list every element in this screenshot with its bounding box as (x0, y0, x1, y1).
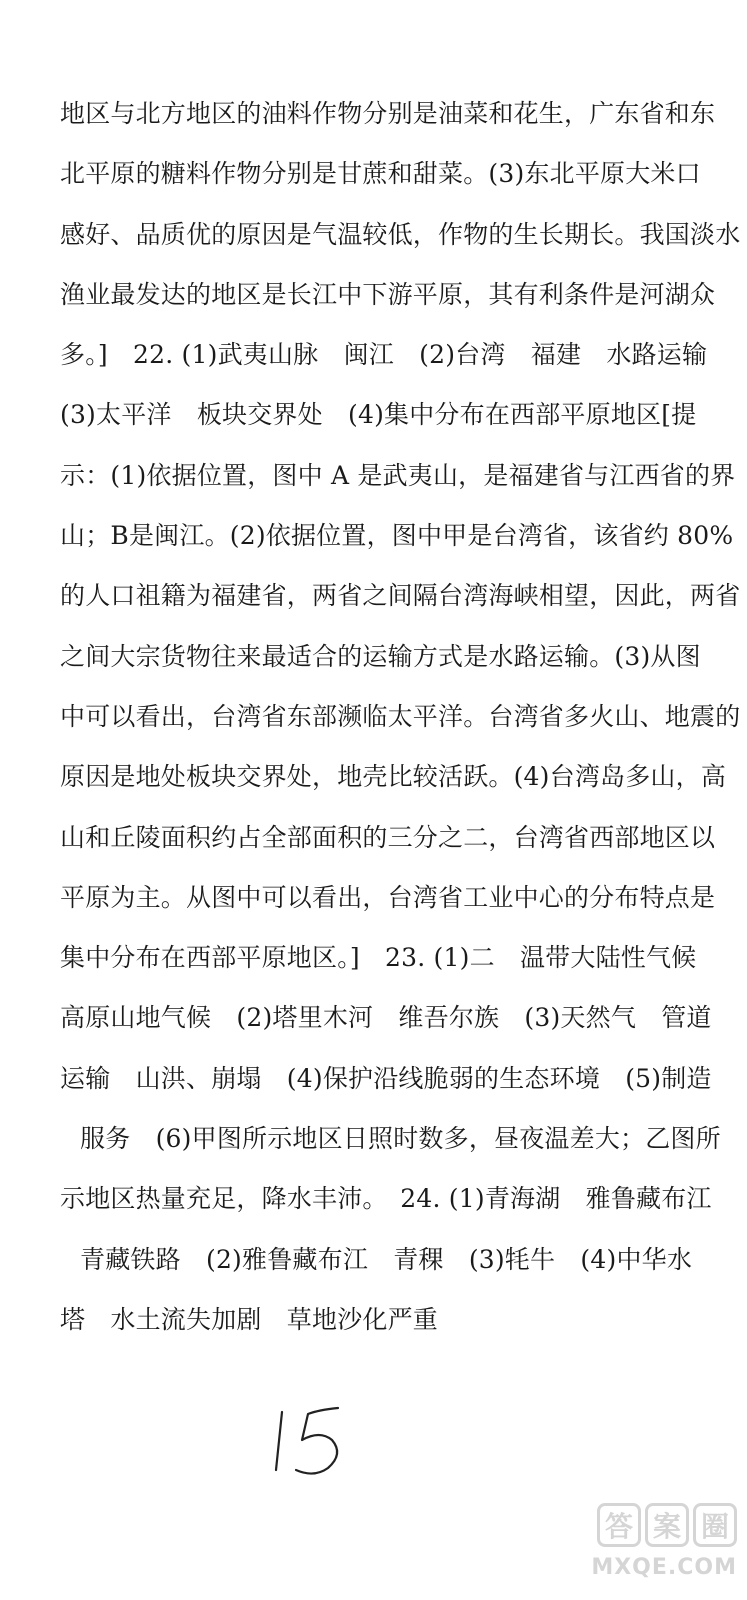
text-line-1: 地区与北方地区的油料作物分别是油菜和花生，广东省和东 (60, 99, 716, 128)
text-line-20: 青藏铁路 (2)雅鲁藏布江 青稞 (3)牦牛 (4)中华水 (80, 1244, 693, 1274)
text-line-17: 运输 山洪、崩塌 (4)保护沿线脆弱的生态环境 (5)制造 (60, 1063, 712, 1093)
text-line-7: 示：(1)依据位置，图中 A 是武夷山，是福建省与江西省的界 (60, 460, 736, 490)
watermark-site: MXQE.COM (591, 1555, 737, 1580)
text-line-3: 感好、品质优的原因是气温较低，作物的生长期长。我国淡水 (60, 219, 741, 249)
answer-text-block (60, 92, 740, 1358)
text-line-2: 北平原的糖料作物分别是甘蔗和甜菜。(3)东北平原大米口 (60, 159, 701, 189)
watermark-char: 圈 (693, 1503, 737, 1547)
text-line-10: 之间大宗货物往来最适合的运输方式是水路运输。(3)从图 (60, 641, 701, 671)
text-line-18: 服务 (6)甲图所示地区日照时数多，昼夜温差大；乙图所 (80, 1124, 721, 1154)
text-line-5: 多。] 22. (1)武夷山脉 闽江 (2)台湾 福建 水路运输 (60, 340, 708, 370)
text-line-11: 中可以看出，台湾省东部濒临太平洋。台湾省多火山、地震的 (60, 701, 741, 731)
handwritten-page-number (268, 1400, 358, 1490)
text-line-13: 山和丘陵面积约占全部面积的三分之二，台湾省西部地区以 (60, 822, 716, 852)
text-line-12: 原因是地处板块交界处，地壳比较活跃。(4)台湾岛多山，高 (60, 762, 727, 792)
watermark-char: 案 (645, 1503, 689, 1547)
text-line-6: (3)太平洋 板块交界处 (4)集中分布在西部平原地区[提 (60, 400, 697, 430)
text-line-8: 山；B是闽江。(2)依据位置，图中甲是台湾省，该省约 80% (60, 521, 734, 551)
text-line-16: 高原山地气候 (2)塔里木河 维吾尔族 (3)天然气 管道 (60, 1003, 712, 1033)
text-line-9: 的人口祖籍为福建省，两省之间隔台湾海峡相望，因此，两省 (60, 581, 741, 611)
watermark-chars (547, 1500, 737, 1550)
watermark-char: 答 (597, 1503, 641, 1547)
watermark-logo (547, 1500, 737, 1580)
text-line-15: 集中分布在西部平原地区。] 23. (1)二 温带大陆性气候 (60, 943, 697, 973)
text-line-4: 渔业最发达的地区是长江中下游平原，其有利条件是河湖众 (60, 279, 716, 309)
text-line-19: 示地区热量充足，降水丰沛。 24. (1)青海湖 雅鲁藏布江 (60, 1184, 712, 1214)
text-line-21: 塔 水土流失加剧 草地沙化严重 (60, 1304, 439, 1334)
text-line-14: 平原为主。从图中可以看出，台湾省工业中心的分布特点是 (60, 882, 716, 912)
